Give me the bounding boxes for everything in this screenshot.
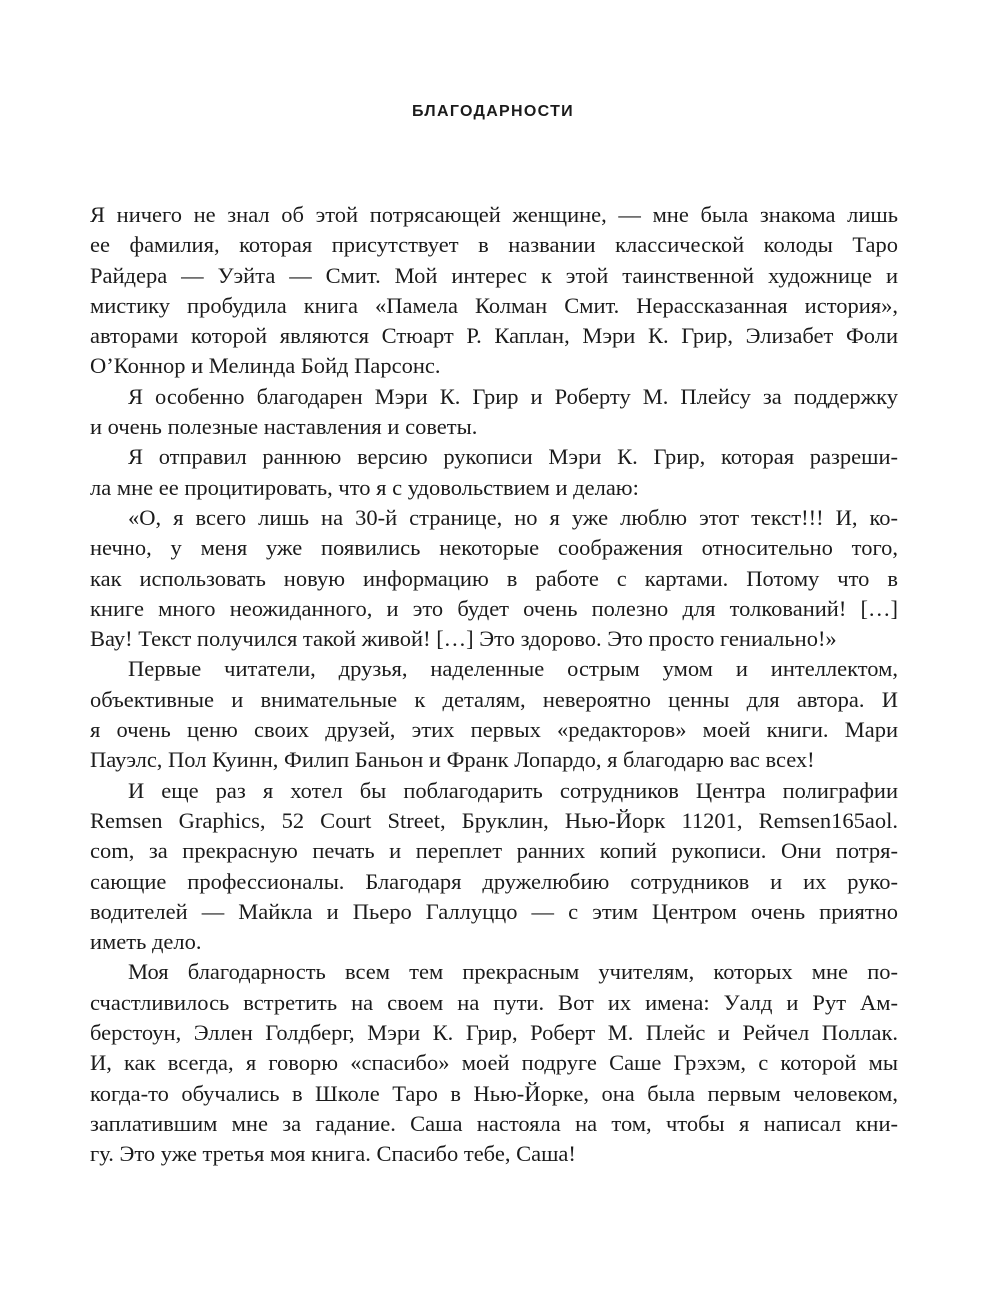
text-line: гу. Это уже третья моя книга. Спасибо тебе, Саша! <box>90 1141 576 1167</box>
text-line: Я отправил раннюю версию рукописи Мэри К. Грир, которая разреши- <box>128 444 898 470</box>
body-text <box>90 200 898 1170</box>
text-line: иметь дело. <box>90 929 202 955</box>
text-line: Моя благодарность всем тем прекрасным учителям, которых мне по- <box>128 959 898 985</box>
text-line: нечно, у меня уже появились некоторые соображения относительно того, <box>90 535 898 561</box>
text-line: водителей — Майкла и Пьеро Галлуццо — с этим Центром очень приятно <box>90 898 898 924</box>
text-line: И еще раз я хотел бы поблагодарить сотрудников Центра полиграфии <box>128 777 898 803</box>
text-line: заплатившим мне за гадание. Саша настояла на том, чтобы я написал кни- <box>90 1110 898 1136</box>
text-line: и очень полезные наставления и советы. <box>90 414 478 440</box>
text-line: Я ничего не знал об этой потрясающей женщине, — мне была знакома лишь <box>90 202 898 227</box>
text-line: когда-то обучались в Школе Таро в Нью-Йорке, она была первым человеком, <box>90 1080 898 1106</box>
text-line: объективные и внимательные к деталям, невероятно ценны для автора. И <box>90 686 898 712</box>
page-heading: БЛАГОДАРНОСТИ <box>412 103 574 120</box>
text-line: берстоун, Эллен Голдберг, Мэри К. Грир, Роберт М. Плейс и Рейчел Поллак. <box>90 1020 898 1046</box>
text-line: Remsen Graphics, 52 Court Street, Бруклин, Нью-Йорк 11201, Remsen165aol. <box>90 807 898 833</box>
text-line: Вау! Текст получился такой живой! […] Это здорово. Это просто гениально!» <box>90 626 837 652</box>
text-line: мистику пробудила книга «Памела Колман Смит. Нерассказанная история», <box>90 292 898 318</box>
text-line: авторами которой являются Стюарт Р. Каплан, Мэри К. Грир, Элизабет Фоли <box>90 323 898 349</box>
text-line: И, как всегда, я говорю «спасибо» моей подруге Саше Грэхэм, с которой мы <box>90 1050 898 1076</box>
text-line: com, за прекрасную печать и переплет ранних копий рукописи. Они потря- <box>90 838 898 864</box>
text-line: О’Коннор и Мелинда Бойд Парсонс. <box>90 353 441 379</box>
text-line: Райдера — Уэйта — Смит. Мой интерес к этой таинственной художнице и <box>90 262 898 288</box>
text-line: книге много неожиданного, и это будет очень полезно для толкований! […] <box>90 595 898 621</box>
text-line: «О, я всего лишь на 30-й странице, но я уже люблю этот текст!!! И, ко- <box>128 504 898 530</box>
text-line: Первые читатели, друзья, наделенные острым умом и интеллектом, <box>128 656 898 682</box>
text-line: ее фамилия, которая присутствует в названии классической колоды Таро <box>90 232 898 258</box>
text-line: счастливилось встретить на своем на пути. Вот их имена: Уалд и Рут Ам- <box>90 989 898 1015</box>
text-line: ла мне ее процитировать, что я с удовольствием и делаю: <box>90 474 639 500</box>
text-line: Я особенно благодарен Мэри К. Грир и Роберту М. Плейсу за поддержку <box>128 383 898 409</box>
text-line: сающие профессионалы. Благодаря дружелюбию сотрудников и их руко- <box>90 868 898 894</box>
text-line: я очень ценю своих друзей, этих первых «редакторов» моей книги. Мари <box>90 717 898 743</box>
text-line: как использовать новую информацию в работе с картами. Потому что в <box>90 565 898 591</box>
text-line: Пауэлс, Пол Куинн, Филип Баньон и Франк Лопардо, я благодарю вас всех! <box>90 747 815 773</box>
